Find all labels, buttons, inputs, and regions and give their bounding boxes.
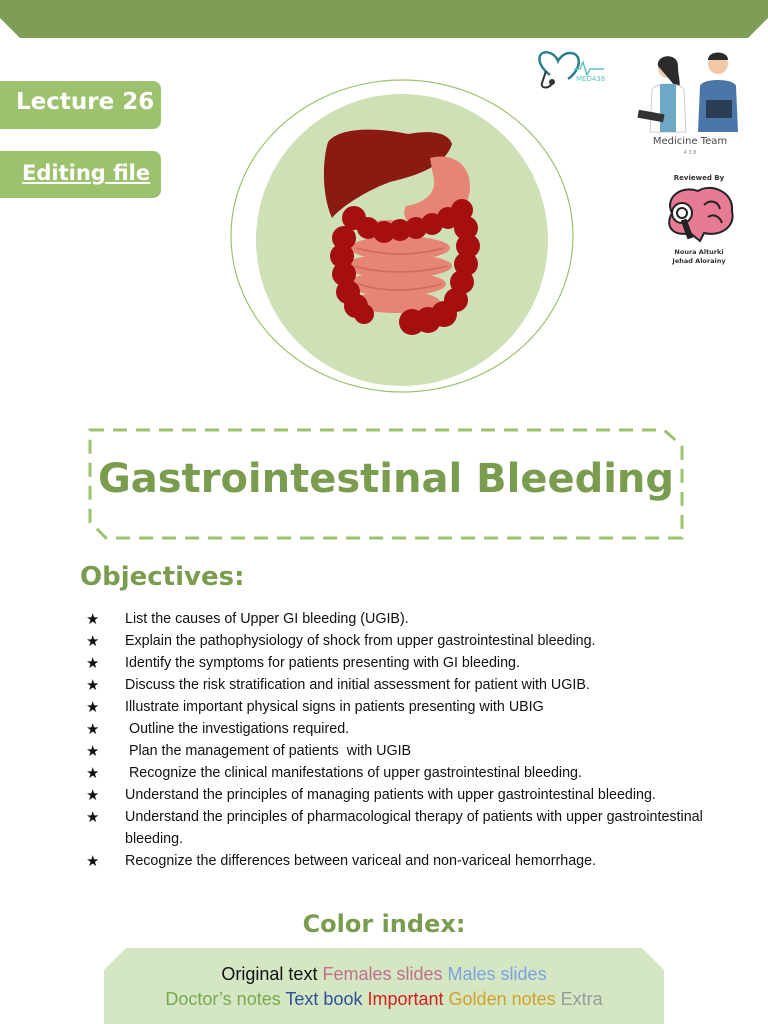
objectives-heading: Objectives: [80, 562, 245, 592]
editing-file-link[interactable]: Editing file [0, 151, 161, 198]
star-bullet-icon: ★ [86, 654, 100, 672]
page-title: Gastrointestinal Bleeding [97, 456, 675, 502]
objective-item: ★ Outline the investigations required. [86, 720, 350, 738]
color-legend-original: Original text [221, 964, 318, 984]
color-legend-doctors: Doctor’s notes [165, 989, 281, 1009]
medicine-team-illustration [630, 50, 750, 158]
color-index-row-2 [104, 989, 664, 1010]
star-bullet-icon: ★ [86, 786, 100, 804]
star-bullet-icon: ★ [86, 676, 100, 694]
star-bullet-icon: ★ [86, 720, 100, 738]
color-legend-textbook: Text book [285, 989, 363, 1009]
top-banner [0, 0, 768, 40]
color-legend-golden: Golden notes [448, 989, 556, 1009]
team-name: Medicine Team [652, 136, 728, 147]
med-logo [528, 45, 608, 93]
brain-logo [660, 183, 738, 245]
star-bullet-icon: ★ [86, 742, 100, 760]
star-bullet-icon: ★ [86, 808, 100, 826]
color-index-row-1 [104, 964, 664, 985]
med-logo-text: MED438 [576, 75, 606, 83]
objective-item: ★ List the causes of Upper GI bleeding (UGIB). [86, 610, 409, 628]
color-legend-important: Important [367, 989, 444, 1009]
reviewed-by-label: Reviewed By [673, 174, 725, 182]
star-bullet-icon: ★ [86, 764, 100, 782]
objective-item: ★ Understand the principles of pharmacological therapy of patients with upper gastrointestinal bleeding. [86, 808, 703, 847]
color-index-heading: Color index: [302, 910, 466, 938]
reviewer-name: Jehad Alorainy [672, 257, 726, 265]
objective-item: ★ Illustrate important physical signs in patients presenting with UBIG [86, 698, 544, 716]
objective-item: ★ Explain the pathophysiology of shock from upper gastrointestinal bleeding. [86, 632, 596, 650]
color-legend-females: Females slides [322, 964, 443, 984]
lecture-tag: Lecture 26 [0, 81, 161, 129]
objective-item: ★ Discuss the risk stratification and initial assessment for patient with UGIB. [86, 676, 590, 694]
star-bullet-icon: ★ [86, 852, 100, 870]
color-legend-males: Males slides [447, 964, 547, 984]
star-bullet-icon: ★ [86, 632, 100, 650]
objective-item: ★ Identify the symptoms for patients presenting with GI bleeding. [86, 654, 520, 672]
team-digits: 4 3 8 [683, 150, 697, 156]
star-bullet-icon: ★ [86, 610, 100, 628]
reviewers [660, 248, 738, 266]
objective-item: ★ Plan the management of patients with UGIB [86, 742, 412, 760]
digestive-system-illustration [230, 78, 574, 394]
objective-item: ★ Understand the principles of managing patients with upper gastrointestinal bleeding. [86, 786, 656, 804]
star-bullet-icon: ★ [86, 698, 100, 716]
reviewer-name: Noura Alturki [674, 248, 724, 256]
color-legend-extra: Extra [560, 989, 603, 1009]
objective-item: ★ Recognize the differences between variceal and non-variceal hemorrhage. [86, 852, 597, 870]
objectives-list [86, 608, 736, 872]
color-index-box [104, 948, 664, 1024]
objective-item: ★ Recognize the clinical manifestations of upper gastrointestinal bleeding. [86, 764, 582, 782]
